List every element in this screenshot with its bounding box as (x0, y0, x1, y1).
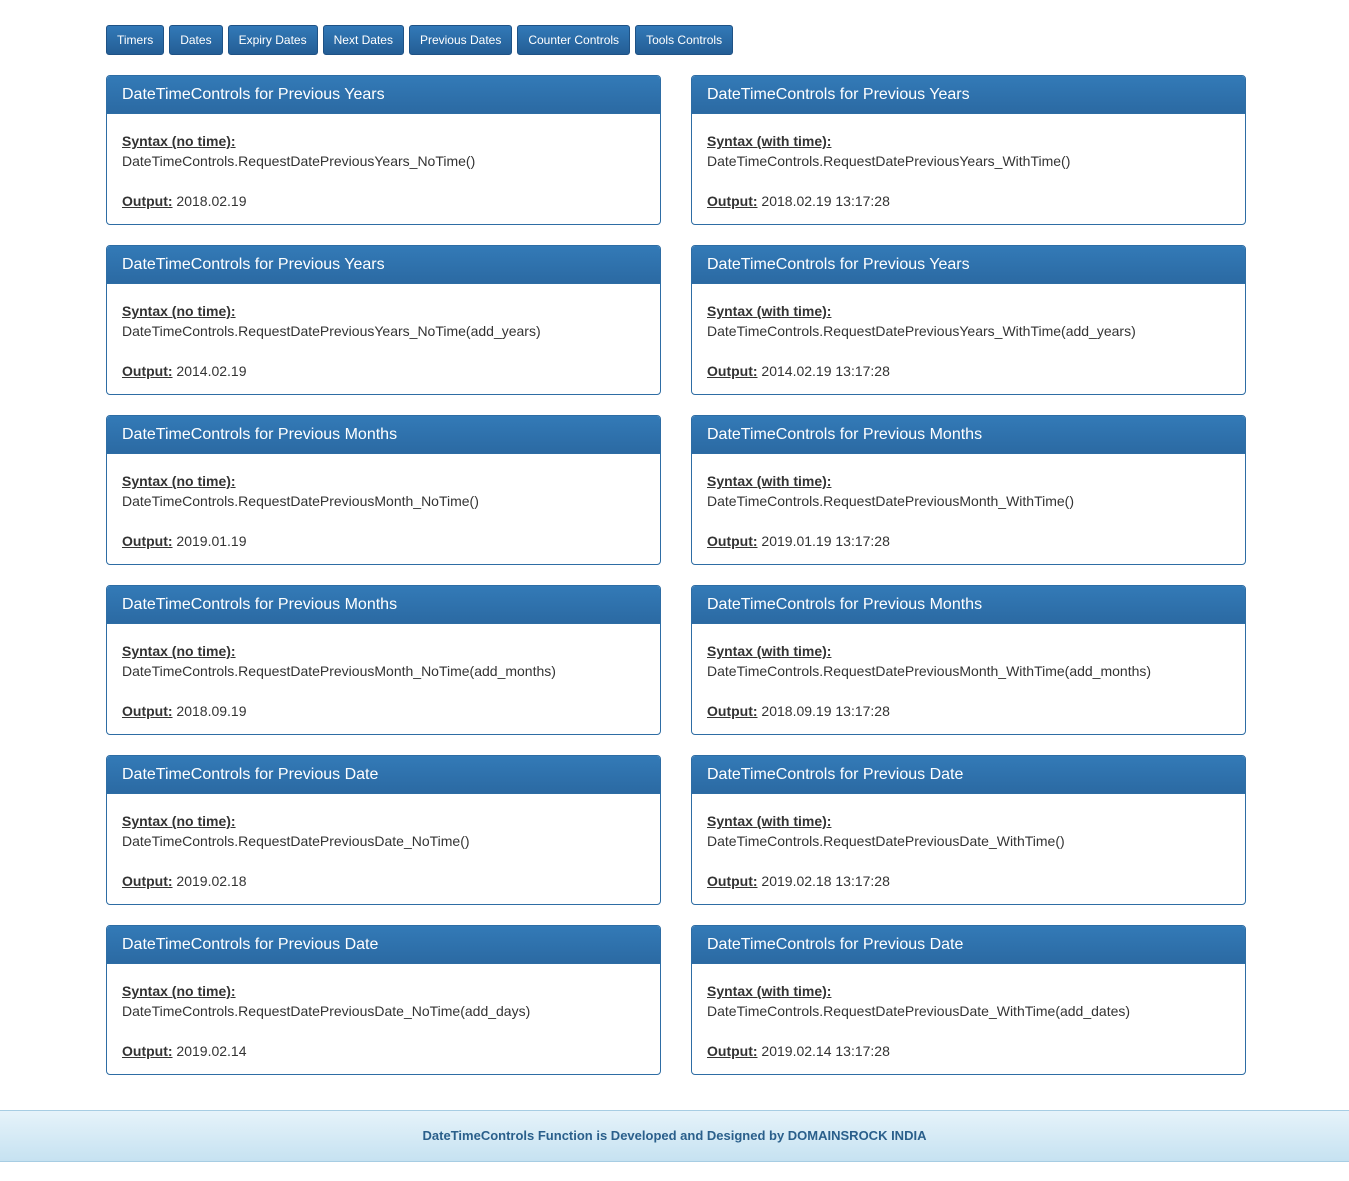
output-label: Output: (707, 363, 758, 379)
footer (0, 1110, 1349, 1162)
output-label: Output: (707, 193, 758, 209)
panel-body (107, 624, 660, 721)
panel-title: DateTimeControls for Previous Date (107, 926, 660, 964)
syntax-label: Syntax (no time): (122, 473, 236, 489)
panel-title: DateTimeControls for Previous Months (107, 586, 660, 624)
panel-title: DateTimeControls for Previous Months (692, 586, 1245, 624)
output-value: 2014.02.19 (176, 363, 247, 379)
output-label: Output: (707, 873, 758, 889)
output-value: 2018.02.19 13:17:28 (761, 193, 890, 209)
syntax-label: Syntax (with time): (707, 303, 832, 319)
panel-title: DateTimeControls for Previous Years (107, 76, 660, 114)
syntax-label: Syntax (with time): (707, 473, 832, 489)
panel-grid (106, 75, 1246, 1075)
panel-body (692, 624, 1245, 721)
panel-body (107, 114, 660, 211)
output-label: Output: (122, 193, 173, 209)
nav-button-tools-controls[interactable]: Tools Controls (635, 25, 733, 55)
syntax-code: DateTimeControls.RequestDatePreviousMonth_NoTime(add_months) (122, 663, 556, 679)
panel-body (692, 284, 1245, 381)
output-label: Output: (122, 1043, 173, 1059)
output-value: 2019.02.18 13:17:28 (761, 873, 890, 889)
output-label: Output: (707, 1043, 758, 1059)
panel-title: DateTimeControls for Previous Date (692, 926, 1245, 964)
output-value: 2019.01.19 13:17:28 (761, 533, 890, 549)
output-value: 2019.02.14 13:17:28 (761, 1043, 890, 1059)
syntax-label: Syntax (no time): (122, 303, 236, 319)
syntax-label: Syntax (no time): (122, 133, 236, 149)
panel-body (692, 454, 1245, 551)
nav-button-expiry-dates[interactable]: Expiry Dates (228, 25, 318, 55)
output-label: Output: (122, 703, 173, 719)
panel (691, 585, 1246, 735)
panel-body (692, 964, 1245, 1061)
panel-title: DateTimeControls for Previous Years (692, 246, 1245, 284)
panel-title: DateTimeControls for Previous Date (692, 756, 1245, 794)
panel-body (692, 114, 1245, 211)
panel-title: DateTimeControls for Previous Years (692, 76, 1245, 114)
output-label: Output: (122, 873, 173, 889)
nav-button-previous-dates[interactable]: Previous Dates (409, 25, 512, 55)
syntax-code: DateTimeControls.RequestDatePreviousDate_WithTime(add_dates) (707, 1003, 1131, 1019)
panel-title: DateTimeControls for Previous Months (692, 416, 1245, 454)
nav-button-dates[interactable]: Dates (169, 25, 222, 55)
panel (691, 245, 1246, 395)
panel (106, 75, 661, 225)
output-label: Output: (122, 533, 173, 549)
syntax-code: DateTimeControls.RequestDatePreviousYears_NoTime() (122, 153, 476, 169)
output-value: 2019.01.19 (176, 533, 247, 549)
panel (106, 585, 661, 735)
output-value: 2019.02.18 (176, 873, 247, 889)
output-value: 2018.02.19 (176, 193, 247, 209)
top-nav (106, 25, 733, 55)
syntax-label: Syntax (with time): (707, 643, 832, 659)
panel (106, 925, 661, 1075)
output-label: Output: (707, 703, 758, 719)
panel (106, 415, 661, 565)
panel-title: DateTimeControls for Previous Months (107, 416, 660, 454)
output-value: 2018.09.19 (176, 703, 247, 719)
syntax-code: DateTimeControls.RequestDatePreviousYears_WithTime() (707, 153, 1071, 169)
panel (106, 245, 661, 395)
panel-body (107, 794, 660, 891)
syntax-code: DateTimeControls.RequestDatePreviousMonth_WithTime() (707, 493, 1074, 509)
panel (691, 75, 1246, 225)
syntax-code: DateTimeControls.RequestDatePreviousDate_NoTime(add_days) (122, 1003, 531, 1019)
syntax-code: DateTimeControls.RequestDatePreviousMonth_NoTime() (122, 493, 479, 509)
panel-title: DateTimeControls for Previous Date (107, 756, 660, 794)
output-value: 2018.09.19 13:17:28 (761, 703, 890, 719)
panel (691, 755, 1246, 905)
panel-body (107, 284, 660, 381)
syntax-label: Syntax (with time): (707, 813, 832, 829)
panel-body (107, 964, 660, 1061)
footer-text: DateTimeControls Function is Developed and Designed by DOMAINSROCK INDIA (422, 1128, 927, 1143)
output-label: Output: (122, 363, 173, 379)
output-value: 2019.02.14 (176, 1043, 247, 1059)
nav-button-timers[interactable]: Timers (106, 25, 164, 55)
syntax-label: Syntax (no time): (122, 643, 236, 659)
panel (691, 415, 1246, 565)
syntax-label: Syntax (no time): (122, 813, 236, 829)
syntax-code: DateTimeControls.RequestDatePreviousYears_WithTime(add_years) (707, 323, 1136, 339)
syntax-code: DateTimeControls.RequestDatePreviousMonth_WithTime(add_months) (707, 663, 1152, 679)
nav-button-next-dates[interactable]: Next Dates (323, 25, 404, 55)
panel-body (107, 454, 660, 551)
panel (691, 925, 1246, 1075)
syntax-code: DateTimeControls.RequestDatePreviousDate_WithTime() (707, 833, 1065, 849)
syntax-label: Syntax (with time): (707, 133, 832, 149)
panel-title: DateTimeControls for Previous Years (107, 246, 660, 284)
output-value: 2014.02.19 13:17:28 (761, 363, 890, 379)
syntax-code: DateTimeControls.RequestDatePreviousYears_NoTime(add_years) (122, 323, 541, 339)
panel (106, 755, 661, 905)
output-label: Output: (707, 533, 758, 549)
syntax-code: DateTimeControls.RequestDatePreviousDate_NoTime() (122, 833, 470, 849)
syntax-label: Syntax (with time): (707, 983, 832, 999)
nav-button-counter-controls[interactable]: Counter Controls (517, 25, 630, 55)
syntax-label: Syntax (no time): (122, 983, 236, 999)
panel-body (692, 794, 1245, 891)
